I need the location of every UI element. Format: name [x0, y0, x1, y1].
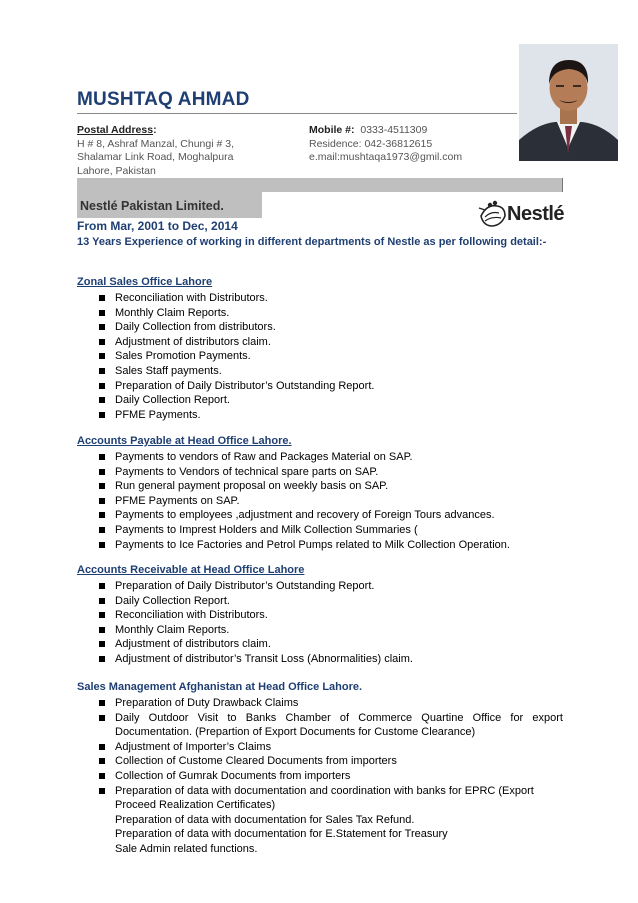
bullet-icon [99, 368, 105, 374]
list-item: PFME Payments. [97, 408, 563, 423]
bullet-icon [99, 641, 105, 647]
bullet-icon [99, 788, 105, 794]
list-item: Collection of Gumrak Documents from importers [97, 769, 563, 784]
bullet-icon [99, 612, 105, 618]
candidate-name: MUSHTAQ AHMAD [77, 89, 250, 110]
list-item: Monthly Claim Reports. [97, 623, 563, 638]
nestle-logo-text: Nestlé [507, 203, 565, 225]
list-item: Payments to vendors of Raw and Packages Material on SAP. [97, 450, 563, 465]
list-item: Monthly Claim Reports. [97, 306, 563, 321]
experience-summary: 13 Years Experience of working in different departments of Nestle as per following detail:- [77, 236, 547, 248]
bullet-icon [99, 758, 105, 764]
list-item: Preparation of Duty Drawback Claims [97, 696, 563, 711]
postal-address-block: Postal Address: H # 8, Ashraf Manzal, Chungi # 3, Shalamar Link Road, Moghalpura Lahore, Pakistan [77, 124, 297, 178]
section-band-edge [562, 178, 563, 192]
list-item: Adjustment of distributors claim. [97, 637, 563, 652]
email-address[interactable]: e.mail:mushtaqa1973@gmil.com [309, 151, 463, 164]
section-title-accounts-receivable: Accounts Receivable at Head Office Lahore [77, 564, 305, 576]
section-title-accounts-payable: Accounts Payable at Head Office Lahore. [77, 435, 292, 447]
list-item: Payments to Imprest Holders and Milk Collection Summaries ( [97, 523, 563, 538]
list-item-continuation: Preparation of data with documentation for E.Statement for Treasury [115, 828, 448, 841]
list-item: Reconciliation with Distributors. [97, 608, 563, 623]
bullet-icon [99, 397, 105, 403]
bullet-icon [99, 773, 105, 779]
profile-photo [519, 44, 618, 161]
section-band [77, 178, 563, 192]
sales-management-list [97, 696, 563, 857]
list-item: Payments to Vendors of technical spare parts on SAP. [97, 465, 563, 480]
list-item: Payments to employees ,adjustment and recovery of Foreign Tours advances. [97, 508, 563, 523]
list-item: Daily Outdoor Visit to Banks Chamber of Commerce Quartine Office for export Documentation. (Prepartion of Export Documents for Custome Clearance) [97, 711, 563, 740]
bullet-icon [99, 353, 105, 359]
section-title-sales-management: Sales Management Afghanistan at Head Office Lahore. [77, 681, 363, 693]
list-item: Sales Staff payments. [97, 364, 563, 379]
bullet-icon [99, 498, 105, 504]
bullet-icon [99, 483, 105, 489]
list-item: Preparation of data with documentation and coordination with banks for EPRC (Export Proceed Realization Certificates) [97, 784, 535, 813]
mobile-number: 0333-4511309 [360, 124, 428, 136]
list-item: Adjustment of Importer’s Claims [97, 740, 563, 755]
postal-line-1: H # 8, Ashraf Manzal, Chungi # 3, [77, 137, 235, 150]
list-item: PFME Payments on SAP. [97, 494, 563, 509]
bullet-icon [99, 527, 105, 533]
bullet-icon [99, 627, 105, 633]
company-name: Nestlé Pakistan Limited. [80, 199, 224, 213]
accounts-receivable-list [97, 579, 563, 667]
bullet-icon [99, 339, 105, 345]
bullet-icon [99, 583, 105, 589]
bullet-icon [99, 512, 105, 518]
bullet-icon [99, 454, 105, 460]
bullet-icon [99, 324, 105, 330]
bullet-icon [99, 656, 105, 662]
postal-address-label: Postal Address [77, 124, 154, 136]
list-item: Reconciliation with Distributors. [97, 291, 563, 306]
list-item: Sales Promotion Payments. [97, 349, 563, 364]
portrait-illustration [519, 44, 618, 161]
list-item: Daily Collection from distributors. [97, 320, 563, 335]
bullet-icon [99, 700, 105, 706]
bullet-icon [99, 744, 105, 750]
bullet-icon [99, 295, 105, 301]
postal-line-3: Lahore, Pakistan [77, 164, 156, 177]
accounts-payable-list [97, 450, 563, 552]
section-title-zonal-sales: Zonal Sales Office Lahore [77, 276, 213, 288]
list-item: Daily Collection Report. [97, 393, 563, 408]
list-item-continuation: Sale Admin related functions. [115, 842, 258, 855]
header-divider [77, 113, 517, 114]
phone-email-block [309, 124, 519, 165]
list-item: Run general payment proposal on weekly basis on SAP. [97, 479, 563, 494]
bullet-icon [99, 383, 105, 389]
zonal-sales-list [97, 291, 563, 422]
list-item: Preparation of Daily Distributor’s Outstanding Report. [97, 379, 563, 394]
list-item: Preparation of Daily Distributor’s Outstanding Report. [97, 579, 563, 594]
residence-phone: Residence: 042-36812615 [309, 137, 433, 150]
bullet-icon [99, 310, 105, 316]
list-item: Collection of Custome Cleared Documents from importers [97, 754, 563, 769]
list-item: Daily Collection Report. [97, 594, 563, 609]
list-item: Payments to Ice Factories and Petrol Pumps related to Milk Collection Operation. [97, 538, 563, 553]
list-item: Adjustment of distributors claim. [97, 335, 563, 350]
bullet-icon [99, 412, 105, 418]
bullet-icon [99, 542, 105, 548]
bullet-icon [99, 715, 105, 721]
list-item: Adjustment of distributor’s Transit Loss (Abnormalities) claim. [97, 652, 563, 667]
mobile-label: Mobile #: [309, 124, 355, 136]
list-item-continuation: Preparation of data with documentation for Sales Tax Refund. [115, 813, 415, 826]
bullet-icon [99, 469, 105, 475]
employment-period: From Mar, 2001 to Dec, 2014 [77, 219, 238, 233]
bullet-icon [99, 598, 105, 604]
postal-line-2: Shalamar Link Road, Moghalpura [77, 151, 234, 164]
